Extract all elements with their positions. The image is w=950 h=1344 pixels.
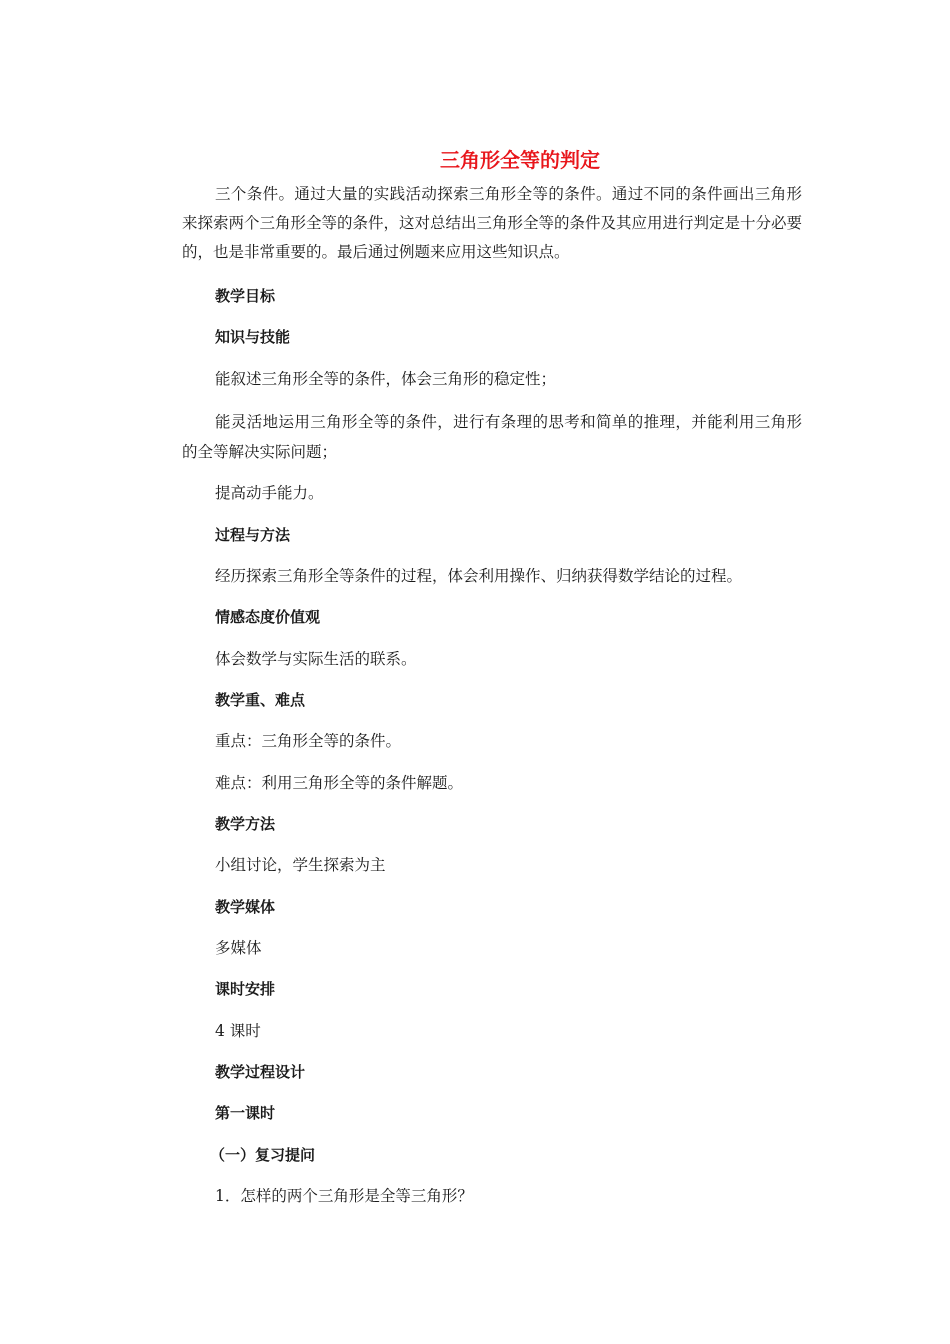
difficult-point: 难点：利用三角形全等的条件解题。 bbox=[215, 774, 464, 792]
question-1: 1．怎样的两个三角形是全等三角形？ bbox=[215, 1187, 473, 1205]
heading-schedule: 课时安排 bbox=[215, 980, 276, 998]
heading-knowledge-skills: 知识与技能 bbox=[215, 328, 291, 346]
heading-key-difficult: 教学重、难点 bbox=[215, 691, 306, 709]
knowledge-item-2: 能灵活地运用三角形全等的条件，进行有条理的思考和简单的推理，并能利用三角形的全等解决实际问题； bbox=[182, 413, 802, 461]
key-point: 重点：三角形全等的条件。 bbox=[215, 732, 402, 750]
heading-review-questions: （一）复习提问 bbox=[210, 1146, 316, 1164]
heading-process-method: 过程与方法 bbox=[215, 526, 291, 544]
media-item-1: 多媒体 bbox=[215, 939, 262, 957]
process-item-1: 经历探索三角形全等条件的过程，体会利用操作、归纳获得数学结论的过程。 bbox=[215, 567, 743, 585]
heading-teaching-media: 教学媒体 bbox=[215, 898, 276, 916]
intro-paragraph: 三个条件。通过大量的实践活动探索三角形全等的条件。通过不同的条件画出三角形来探索两个三角形全等的条件，这对总结出三角形全等的条件及其应用进行判定是十分必要的，也是非常重要的。最后通过例题来应用这些知识点。 bbox=[182, 185, 803, 261]
heading-teaching-method: 教学方法 bbox=[215, 815, 276, 833]
knowledge-item-3: 提高动手能力。 bbox=[215, 484, 324, 502]
heading-objectives: 教学目标 bbox=[215, 287, 276, 305]
heading-lesson-1: 第一课时 bbox=[215, 1104, 276, 1122]
method-item-1: 小组讨论，学生探索为主 bbox=[215, 856, 386, 874]
heading-emotion-values: 情感态度价值观 bbox=[215, 608, 321, 626]
schedule-item-1: 4 课时 bbox=[215, 1022, 261, 1040]
knowledge-item-1: 能叙述三角形全等的条件，体会三角形的稳定性； bbox=[215, 370, 557, 388]
emotion-item-1: 体会数学与实际生活的联系。 bbox=[215, 650, 417, 668]
document-title: 三角形全等的判定 bbox=[440, 148, 600, 172]
heading-process-design: 教学过程设计 bbox=[215, 1063, 306, 1081]
